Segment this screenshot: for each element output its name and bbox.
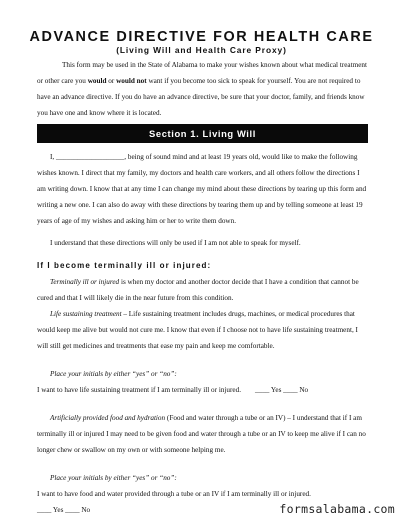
section-1-body [37, 149, 369, 518]
afh-definition [37, 410, 369, 458]
intro-text-a: This form may be used in the State of Alabama to make your wishes known about what medical treatment or other care you [37, 61, 367, 85]
page-title: ADVANCE DIRECTIVE FOR HEALTH CARE [29, 29, 374, 45]
afh-def-text: (Food and water through a tube or an IV) – I understand that if I am terminally ill or injured I may need to be given food and water through a tube or an IV to keep me alive if I can no longer chew or swallow on my own or with someone helping me. [37, 414, 366, 454]
afh-term: Artificially provided food and hydration [50, 414, 166, 422]
initials-prompt-1-text: Place your initials by either “yes” or “no”: [50, 370, 177, 378]
intro-or: or [106, 77, 117, 85]
question-1-options[interactable]: ____ Yes ____ No [255, 386, 309, 394]
lst-def-text: – Life sustaining treatment includes drugs, machines, or medical procedures that would keep me alive but would not cure me. I know that even if I choose not to have life sustaining treatment, I will still get medicines and treatments that ease my pain and keep me comfortable. [37, 310, 358, 350]
lst-definition [37, 306, 369, 354]
watermark: formsalabama.com [279, 502, 395, 516]
initials-prompt-2-text: Place your initials by either “yes” or “no”: [50, 474, 177, 482]
section-1-header: Section 1. Living Will [37, 124, 368, 143]
initials-prompt-1 [37, 366, 369, 382]
question-2-options[interactable]: ____ Yes ____ No [37, 506, 91, 514]
intro-text-b: want if you become too sick to speak for yourself. You are not required to have an advance directive. If you do have an advance directive, be sure that your doctor, family, and friends know you have one and know where it is located. [37, 77, 365, 117]
terminal-definition [37, 274, 369, 306]
question-1-text: I want to have life sustaining treatment if I am terminally ill or injured. [37, 386, 241, 394]
intro-would-not: would not [116, 77, 147, 85]
intro-would: would [87, 77, 107, 85]
intro-paragraph [37, 57, 369, 121]
terminal-subheading: If I become terminally ill or injured: [37, 261, 212, 270]
question-2: I want to have food and water provided through a tube or an IV if I am terminally ill or injured. [37, 490, 311, 498]
terminal-term: Terminally ill or injured [50, 278, 120, 286]
lst-term: Life sustaining treatment [50, 310, 122, 318]
declaration-paragraph: I, ___________________, being of sound mind and at least 19 years old, would like to make the following wishes known. I direct that my family, my doctors and health care workers, and all others follow the directions I am writing down. I know that at any time I can change my mind about these directions by tearing up this form and writing a new one. I can also do away with these directions by tearing them up and by telling someone at least 19 years of age of my wishes and asking him or her to write them down. [37, 153, 367, 225]
terminal-def-text: is when my doctor and another doctor decide that I have a condition that cannot be cured and that I will likely die in the near future from this condition. [37, 278, 359, 302]
question-1 [37, 382, 369, 398]
initials-prompt-2 [37, 470, 369, 486]
page-subtitle: (Living Will and Health Care Proxy) [116, 45, 287, 55]
understanding-paragraph: I understand that these directions will only be used if I am not able to speak for myself. [50, 239, 301, 247]
